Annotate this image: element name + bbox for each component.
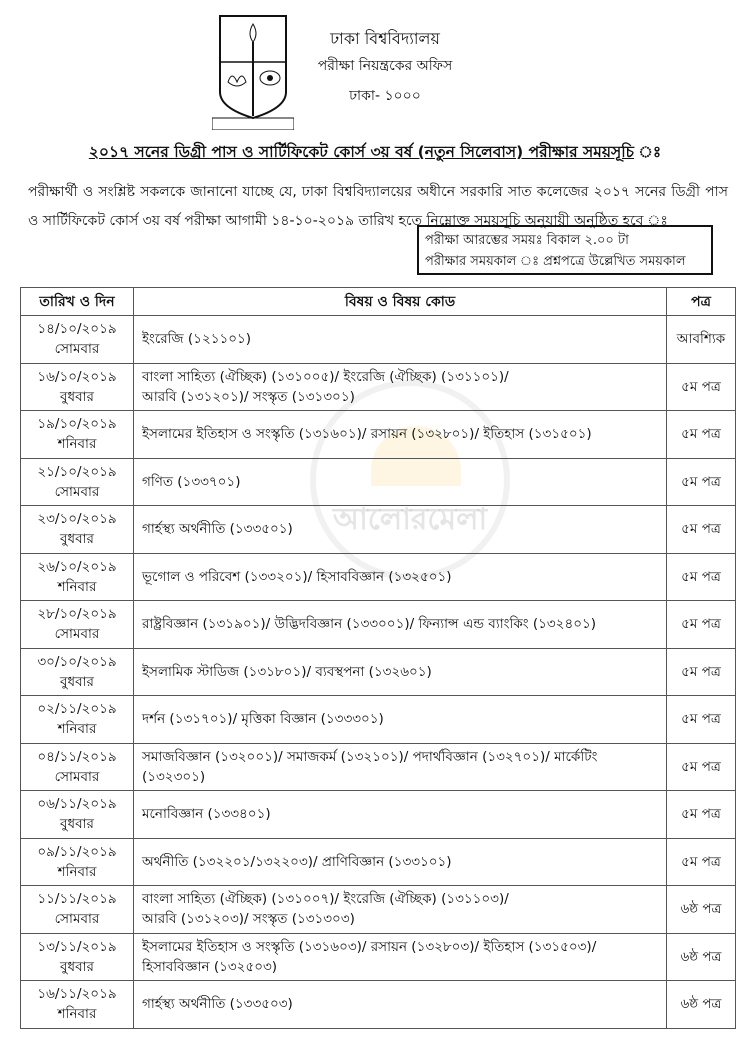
subject-line: ইংরেজি (১২১১০১)	[142, 331, 252, 348]
exam-date: ৩০/১০/২০১৯	[37, 653, 117, 670]
table-row	[21, 886, 736, 934]
exam-day: শনিবার	[57, 1006, 97, 1023]
notice-paragraph: পরীক্ষার্থী ও সংশ্লিষ্ট সকলকে জানানো যাচ্ছে যে, ঢাকা বিশ্ববিদ্যালয়ের অধীনে সরকারি সাত কলেজের ২০১৭ সনের ডিগ্রী পাস ও সার্টিফিকেট কোর্স ৩য় বর্ষ পরীক্ষা আগামী ১৪-১০-২০১৯ তারিখ হতে নিম্নোক্ত সময়সূচি অনুযায়ী অনুষ্ঠিত হবে ঃ	[28, 184, 728, 229]
subject-cell	[134, 506, 667, 554]
paper-cell: আবশ্যিক	[667, 316, 736, 364]
watermark-text: আলোরমেলা	[332, 501, 488, 537]
subject-line: দর্শন (১৩১৭০১)/ মৃত্তিকা বিজ্ঞান (১৩৩৩০১)	[142, 711, 384, 728]
date-cell	[21, 886, 134, 934]
exam-day: বুধবার	[60, 531, 94, 548]
table-row	[21, 648, 736, 696]
paper-cell: ৫ম পত্র	[667, 648, 736, 696]
subject-cell	[134, 933, 667, 981]
subject-line: গণিত (১৩৩৭০১)	[142, 473, 241, 490]
date-cell	[21, 648, 134, 696]
university-logo	[212, 12, 294, 130]
table-row	[21, 981, 736, 1029]
exam-day: বুধবার	[60, 673, 94, 690]
exam-date: ২৬/১০/২০১৯	[37, 558, 117, 575]
subject-cell	[134, 316, 667, 364]
exam-day: সোমবার	[54, 768, 100, 785]
exam-day: বুধবার	[60, 958, 94, 975]
header-date: তারিখ ও দিন	[21, 288, 134, 316]
exam-date: ১৯/১০/২০১৯	[37, 416, 117, 433]
office-city: ঢাকা- ১০০০	[349, 88, 421, 104]
date-cell	[21, 933, 134, 981]
exam-date: ১১/১১/২০১৯	[37, 891, 117, 908]
exam-date: ০২/১১/২০১৯	[37, 701, 117, 718]
title-text: ২০১৭ সনের ডিগ্রী পাস ও সার্টিফিকেট কোর্স ৩য় বর্ষ (নতুন সিলেবাস) পরীক্ষার সময়সূচি	[88, 143, 635, 161]
subject-line: মনোবিজ্ঞান (১৩৩৪০১)	[142, 806, 271, 823]
exam-date: ০৪/১১/২০১৯	[37, 748, 117, 765]
exam-day: শনিবার	[57, 436, 97, 453]
subject-line: হিসাববিজ্ঞান (১৩২৫০৩)	[142, 958, 278, 975]
table-row	[21, 838, 736, 886]
title-suffix: ঃ	[634, 143, 662, 161]
date-cell	[21, 316, 134, 364]
exam-info-box	[417, 225, 713, 275]
exam-duration: পরীক্ষার সময়কাল ঃ প্রশ্নপত্রে উল্লেখিত সময়কাল	[425, 254, 686, 269]
date-cell	[21, 838, 134, 886]
exam-day: সোমবার	[54, 483, 100, 500]
exam-start-time: পরীক্ষা আরম্ভের সময়ঃ বিকাল ২.০০ টা	[425, 233, 629, 248]
subject-line: আরবি (১৩১২০৩)/ সংস্কৃত (১৩১৩০৩)	[142, 911, 355, 928]
subject-cell	[134, 981, 667, 1029]
paper-cell: ৫ম পত্র	[667, 601, 736, 649]
paper-cell: ৬ষ্ঠ পত্র	[667, 981, 736, 1029]
subject-cell	[134, 363, 667, 411]
subject-line: ইসলামের ইতিহাস ও সংস্কৃতি (১৩১৬০১)/ রসায়ন (১৩২৮০১)/ ইতিহাস (১৩১৫০১)	[142, 426, 592, 443]
table-row	[21, 363, 736, 411]
subject-line: বাংলা সাহিত্য (ঐচ্ছিক) (১৩১০০৫)/ ইংরেজি (ঐচ্ছিক) (১৩১১০১)/	[142, 368, 509, 385]
date-cell	[21, 363, 134, 411]
paper-cell: ৫ম পত্র	[667, 363, 736, 411]
exam-date: ২১/১০/২০১৯	[37, 463, 117, 480]
date-cell	[21, 601, 134, 649]
date-cell	[21, 553, 134, 601]
exam-date: ২৮/১০/২০১৯	[37, 606, 117, 623]
exam-schedule-table	[20, 287, 736, 1029]
exam-date: ০৯/১১/২০১৯	[37, 843, 117, 860]
exam-day: সোমবার	[54, 626, 100, 643]
exam-day: শনিবার	[57, 721, 97, 738]
subject-line: অর্থনীতি (১৩২২০১/১৩২২০৩)/ প্রাণিবিজ্ঞান (১৩৩১০১)	[142, 853, 452, 870]
subject-cell	[134, 601, 667, 649]
table-row	[21, 553, 736, 601]
subject-line: রাষ্ট্রবিজ্ঞান (১৩১৯০১)/ উদ্ভিদবিজ্ঞান (১৩৩০০১)/ ফিন্যান্স এন্ড ব্যাংকিং (১৩২৪০১)	[142, 616, 597, 633]
paper-cell: ৫ম পত্র	[667, 791, 736, 839]
university-name: ঢাকা বিশ্ববিদ্যালয়	[330, 29, 440, 48]
table-row	[21, 696, 736, 744]
exam-date: ১৩/১১/২০১৯	[37, 938, 117, 955]
subject-cell	[134, 791, 667, 839]
date-cell	[21, 791, 134, 839]
subject-line: গার্হস্থ্য অর্থনীতি (১৩৩৫০১)	[142, 521, 293, 538]
table-row	[21, 316, 736, 364]
subject-line: ইসলামিক স্টাডিজ (১৩১৮০১)/ ব্যবস্থপনা (১৩২৬০১)	[142, 663, 432, 680]
subject-cell	[134, 553, 667, 601]
subject-line: ইসলামের ইতিহাস ও সংস্কৃতি (১৩১৬০৩)/ রসায়ন (১৩২৮০৩)/ ইতিহাস (১৩১৫০৩)/	[142, 938, 597, 955]
document-title	[0, 140, 750, 166]
exam-day: বুধবার	[60, 816, 94, 833]
exam-date: ১৪/১০/২০১৯	[37, 321, 117, 338]
header-subject: বিষয় ও বিষয় কোড	[134, 288, 667, 316]
exam-date: ২৩/১০/২০১৯	[37, 511, 117, 528]
exam-day: শনিবার	[57, 863, 97, 880]
paper-cell: ৫ম পত্র	[667, 838, 736, 886]
subject-cell	[134, 838, 667, 886]
date-cell	[21, 743, 134, 791]
subject-cell	[134, 411, 667, 459]
subject-line: আরবি (১৩১২০১)/ সংস্কৃত (১৩১৩০১)	[142, 388, 355, 405]
date-cell	[21, 981, 134, 1029]
subject-line: বাংলা সাহিত্য (ঐচ্ছিক) (১৩১০০৭)/ ইংরেজি (ঐচ্ছিক) (১৩১১০৩)/	[142, 891, 509, 908]
subject-line: গার্হস্থ্য অর্থনীতি (১৩৩৫০৩)	[142, 996, 293, 1013]
header-paper: পত্র	[667, 288, 736, 316]
subject-cell	[134, 458, 667, 506]
paper-cell: ৬ষ্ঠ পত্র	[667, 933, 736, 981]
exam-day: সোমবার	[54, 341, 100, 358]
paper-cell: ৫ম পত্র	[667, 506, 736, 554]
date-cell	[21, 411, 134, 459]
table-row	[21, 933, 736, 981]
date-cell	[21, 696, 134, 744]
exam-date: ০৬/১১/২০১৯	[37, 796, 117, 813]
paper-cell: ৫ম পত্র	[667, 458, 736, 506]
table-row	[21, 743, 736, 791]
paper-cell: ৫ম পত্র	[667, 553, 736, 601]
subject-line: (১৩২৩০১)	[142, 768, 206, 785]
paper-cell: ৬ষ্ঠ পত্র	[667, 886, 736, 934]
exam-date: ১৬/১০/২০১৯	[37, 368, 117, 385]
exam-day: সোমবার	[54, 911, 100, 928]
office-name: পরীক্ষা নিয়ন্ত্রকের অফিস	[317, 58, 453, 74]
exam-day: বুধবার	[60, 388, 94, 405]
date-cell	[21, 458, 134, 506]
subject-cell	[134, 696, 667, 744]
table-row	[21, 411, 736, 459]
exam-day: শনিবার	[57, 578, 97, 595]
exam-date: ১৬/১১/২০১৯	[37, 986, 117, 1003]
paper-cell: ৫ম পত্র	[667, 743, 736, 791]
table-row	[21, 506, 736, 554]
subject-line: সমাজবিজ্ঞান (১৩২০০১)/ সমাজকর্ম (১৩২১০১)/ পদার্থবিজ্ঞান (১৩২৭০১)/ মার্কেটিং	[142, 748, 598, 765]
table-row	[21, 791, 736, 839]
table-row	[21, 458, 736, 506]
subject-cell	[134, 648, 667, 696]
table-header-row	[21, 288, 736, 316]
subject-cell	[134, 743, 667, 791]
date-cell	[21, 506, 134, 554]
table-row	[21, 601, 736, 649]
subject-line: ভূগোল ও পরিবেশ (১৩৩২০১)/ হিসাববিজ্ঞান (১৩২৫০১)	[142, 568, 452, 585]
paper-cell: ৫ম পত্র	[667, 411, 736, 459]
paper-cell: ৫ম পত্র	[667, 696, 736, 744]
subject-cell	[134, 886, 667, 934]
